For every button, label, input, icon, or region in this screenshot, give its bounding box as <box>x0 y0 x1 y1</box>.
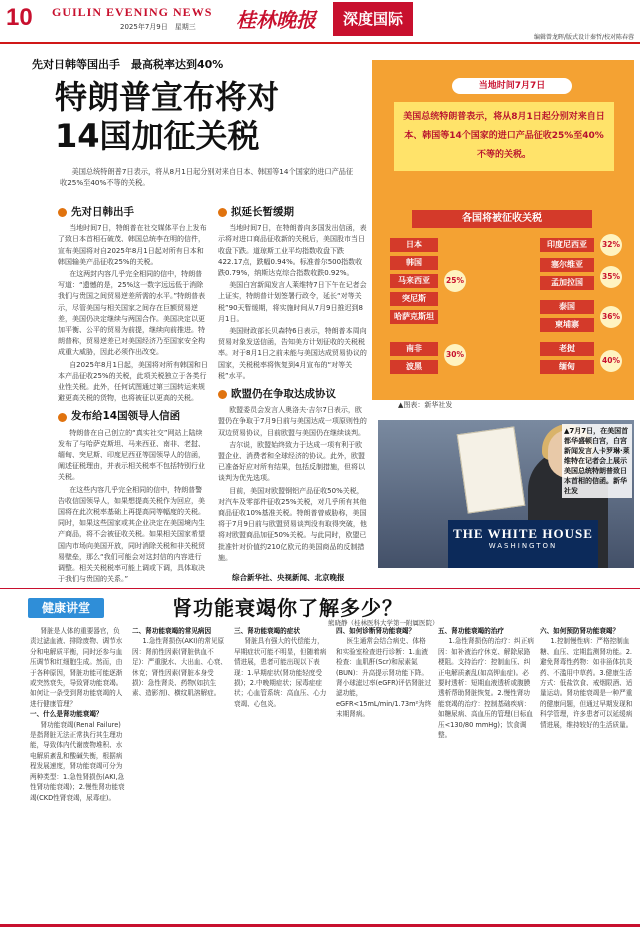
country-label: 日本 <box>390 238 438 252</box>
bullet-icon <box>58 208 67 217</box>
section-heading: 先对日韩出手 <box>58 207 208 218</box>
masthead-english: GUILIN EVENING NEWS <box>52 5 213 19</box>
subheading: 五、肾功能衰竭的治疗 <box>438 627 504 635</box>
country-label: 南非 <box>390 342 438 356</box>
country-label: 波黑 <box>390 360 438 374</box>
paragraph: 目前，美国对欧盟钢铝产品征收50%关税，对汽车及零部件征收25%关税，对几乎所有其他商品征收10%基准关税。特朗普曾威胁称，美国将于7月9日前与欧盟贸易谈判没有取得突破，他将对欧盟商品加征50%关税。与此同时，欧盟已批准针对价值约210亿欧元的美国商品的反制措施。 <box>218 486 367 562</box>
bullet-icon <box>218 390 227 399</box>
section-heading: 欧盟仍在争取达成协议 <box>218 389 368 400</box>
section-heading: 拟延长暂缓期 <box>218 207 368 218</box>
paragraph: 自2025年8月1日起，美国将对所有韩国和日本产品征收25%的关税，此项关税独立于各类行业性关税。此外，任何试图通过第三国转运来规避更高关税的货物，也将被征以更高的关税。 <box>58 360 208 403</box>
paragraph: 1.急性肾损伤(AKI)的常见原因：肾前性因素(肾脏供血不足)：严重脱水、大出血、心衰、休克；肾性因素(肾脏本身受损)：急性肾炎、药物(如抗生素、造影剂)、横纹肌溶解症。 <box>132 637 227 698</box>
health-headline: 肾功能衰竭你了解多少？ <box>172 596 403 620</box>
paragraph: 1.控制慢性病：严格控制血糖、血压、定期监测肾功能。2.避免肾毒性药物：如非甾体抗炎药、不滥用中草药。3.健康生活方式：低盐饮食、戒烟限酒、适量运动。肾功能衰竭是一种严重的健康问题，但通过早期发现和科学管理，许多患者可以延缓病情进展，维持较好的生活质量。 <box>540 637 633 729</box>
article-column-2 <box>218 200 368 565</box>
headline-line1: 特朗普宣布将对 <box>55 78 280 116</box>
paragraph: 肾功能衰竭(Renal Failure)是指肾脏无法正常执行其生理功能，导致体内代谢废物堆积、水电解质紊乱和酸碱失衡，根据病程发展速度，肾功能衰竭可分为两种类型：1.急性肾损伤(AKI,急性肾功能衰竭)；2.慢性肾功能衰竭(CKD性肾衰竭，尿毒症)。 <box>30 720 125 802</box>
article-lead: 美国总统特朗普7日表示，将从8月1日起分别对来自日本、韩国等14个国家的进口产品征收25%至40%不等的关税。 <box>60 167 354 187</box>
health-column-4 <box>336 626 432 720</box>
article-kicker: 先对日韩等国出手 最高税率达到40% <box>32 58 224 71</box>
paragraph: 肾脏具有强大的代偿能力，早期症状可能不明显，但随着病情进展，患者可能出现以下表现：1.早期症状(肾功能轻度受损)；2.中晚期症状；尿毒症症状；心血管系统：高血压、心力衰竭、心包炎。 <box>234 637 327 708</box>
article-credit: 综合新华社、央视新闻、北京晚报 <box>232 573 345 582</box>
country-label: 老挝 <box>540 342 594 356</box>
editor-credits: 编辑曾龙晖/版式设计秦哲/校对陈春蓉 <box>533 34 634 41</box>
paragraph: 在这些内容几乎完全相同的信中，特朗普警告收信国领导人，如果想提高关税作为回应，美国将在此次税率基础上再提高同等幅度的关税。同时，如果这些国家或其企业决定在美国境内生产商品，将不会被征收关税。如果相关国家希望国内市场向美国开放，同时消除关税和非关税贸易壁垒，那么“我们可能会对这封信的内容进行调整。相关关税税率可能上调或下调，具体取决于我们与贵国的关系。” <box>58 485 205 584</box>
tariff-heading: 各国将被征收关税 <box>412 210 592 228</box>
photo-caption: ▲7月7日，在美国首都华盛顿白宫，白宫新闻发言人卡罗琳·莱维特在记者会上展示美国总统特朗普致日本首相的信函。新华社发 <box>562 424 632 498</box>
paragraph: 肾脏是人体的重要器官，负责过滤血液、排除废物、调节水分和电解质平衡，同时还参与血压调节和红细胞生成。然而，由于各种原因，肾脏功能可能逐渐或突然衰失，导致肾功能衰竭。如何让一条受到肾功能衰竭的人进行健康管理？ <box>30 627 123 708</box>
bullet-icon <box>58 413 67 422</box>
infographic-source: ▲图表：新华社发 <box>398 401 453 409</box>
paragraph: 欧盟委员会发言人奥洛夫·吉尔7日表示，欧盟仍在争取于7月9日前与美国达成一项原则性的双边贸易协议，目前欧盟与美国仍在继续谈判。 <box>218 406 367 437</box>
paragraph: 当地时间7日，特朗普在社交媒体平台上发布了致日本首相石破茂、韩国总统李在明的信件，宣布美国将对自2025年8月1日起对所有日本和韩国输美产品征收25%的关税。 <box>58 224 207 266</box>
paragraph: 1.急性肾损伤的治疗：纠正病因：如补液治疗休克、解除尿路梗阻。支持治疗：控制血压、纠正电解质紊乱(如高钾血症)。必要时透析：短期血液透析或腹膜透析帮助肾脏恢复。2.慢性肾功能衰竭的治疗：控制基础疾病：如糖尿病、高血压的管理(目标血压<130/80 mmHg)；饮食调整。 <box>438 637 534 740</box>
issue-date: 2025年7月9日 星期三 <box>120 23 196 31</box>
article-headline <box>55 78 355 156</box>
subheading: 三、肾功能衰竭的症状 <box>234 627 300 635</box>
tariff-rate: 40% <box>600 350 622 372</box>
paragraph: 医生通常会结合病史、体格和实验室检查进行诊断：1.血液检查：血肌酐(Scr)和尿素氮(BUN)：升高提示肾功能下降。肾小球滤过率(eGFR)评估肾脏过滤功能，eGFR<15mL/min/1.73m²为终末期肾病。 <box>336 637 432 719</box>
subheading: 四、如何诊断肾功能衰竭？ <box>336 627 416 635</box>
page-number: 10 <box>6 4 33 31</box>
health-byline: 熊晓静（桂林医科大学第一附属医院） <box>328 619 439 627</box>
tariff-rate: 36% <box>600 306 622 328</box>
subheading: 六、如何预防肾功能衰竭？ <box>540 627 620 635</box>
bullet-icon <box>218 208 227 217</box>
infographic-text: 美国总统特朗普表示，将从8月1日起分别对来自日本、韩国等14个国家的进口产品征收25%至40%不等的关税。 <box>394 102 614 171</box>
country-label: 突尼斯 <box>390 292 438 306</box>
country-label: 缅甸 <box>540 360 594 374</box>
health-column-2 <box>132 626 228 699</box>
country-label: 印度尼西亚 <box>540 238 594 252</box>
health-column-3 <box>234 626 330 709</box>
health-column-tag: 健康讲堂 <box>28 598 104 618</box>
podium-subtitle: WASHINGTON <box>488 542 558 550</box>
health-column-6 <box>540 626 634 730</box>
tariff-infographic <box>372 60 634 400</box>
country-label: 孟加拉国 <box>540 276 594 290</box>
subheading: 一、什么是肾功能衰竭？ <box>30 710 103 719</box>
tariff-rate: 32% <box>600 234 622 256</box>
letter-document <box>457 426 526 513</box>
country-label: 韩国 <box>390 256 438 270</box>
section-divider <box>0 588 640 589</box>
press-photo <box>378 420 634 568</box>
podium-title: THE WHITE HOUSE <box>453 526 593 541</box>
infographic-title: 当地时间7月7日 <box>452 78 572 94</box>
paper-logo: 桂林晚报 <box>236 8 316 32</box>
article-column-1 <box>58 200 208 587</box>
country-label: 塞尔维亚 <box>540 258 594 272</box>
paragraph: 当地时间7日，在特朗普向多国发出信函，表示将对进口商品征收新的关税后，美国股市当日收盘下跌。道琼斯工业平均指数收盘下跌422.17点，跌幅0.94%。标准普尔500指数收跌0.79%，纳斯达克综合指数收跌0.92%。 <box>218 224 367 278</box>
paragraph: 美国财政部长贝森特6日表示，特朗普本周向贸易对象发送信函，告知美方计划征收的关税税率。对于8月1日之前未能与美国达成贸易协议的国家，关税税率将恢复到4月宣布的“对等关税”水平。 <box>218 327 367 380</box>
country-label: 柬埔寨 <box>540 318 594 332</box>
paragraph: 特朗普在自己创立的“真实社交”网站上陆续发布了与哈萨克斯坦、马来西亚、南非、老挝、缅甸、突尼斯、印度尼西亚等国领导人的信函，阐述征税理由，并表示相关税率不包括特别行业关税。 <box>58 428 205 482</box>
headline-line2: 14国加征关税 <box>55 117 260 156</box>
tariff-rate: 35% <box>600 266 622 288</box>
subheading: 二、肾功能衰竭的常见病因 <box>132 627 212 635</box>
country-label: 泰国 <box>540 300 594 314</box>
tariff-rate: 30% <box>444 344 466 366</box>
paragraph: 在这两封内容几乎完全相同的信中，特朗普写道：“遗憾的是，25%这一数字远远低于消除我们与贵国之间贸易逆差所需的水平。”特朗普表示，尽管美国与相关国家之间存在巨额贸易逆差，美国仍决定继续与两国合作。美国决定以更加平衡、公平的贸易为前提，继续向前推进。特朗普称，贸易逆差已对美国经济乃至国家安全构成重大威胁，因此必须作出改变。 <box>58 270 206 357</box>
health-column-5 <box>438 626 534 740</box>
section-heading: 发布给14国领导人信函 <box>58 411 208 422</box>
country-label: 马来西亚 <box>390 274 438 288</box>
health-column-1 <box>30 626 126 803</box>
section-title: 深度国际 <box>333 2 413 36</box>
page-header <box>0 0 640 44</box>
paragraph: 美国白宫新闻发言人莱维特7日下午在记者会上证实，特朗普计划签署行政令，延长“对等关税”90天暂缓期，将实施时间从7月9日推迟到8月1日。 <box>218 281 367 323</box>
country-label: 哈萨克斯坦 <box>390 310 438 324</box>
podium <box>448 520 598 568</box>
tariff-rate: 25% <box>444 270 466 292</box>
paragraph: 吉尔说，欧盟始终致力于达成一项有利于欧盟企业、消费者和全球经济的协议。此外，欧盟已准备好应对所有结果，包括反制措施，但将以谈判为优先选项。 <box>218 440 365 483</box>
